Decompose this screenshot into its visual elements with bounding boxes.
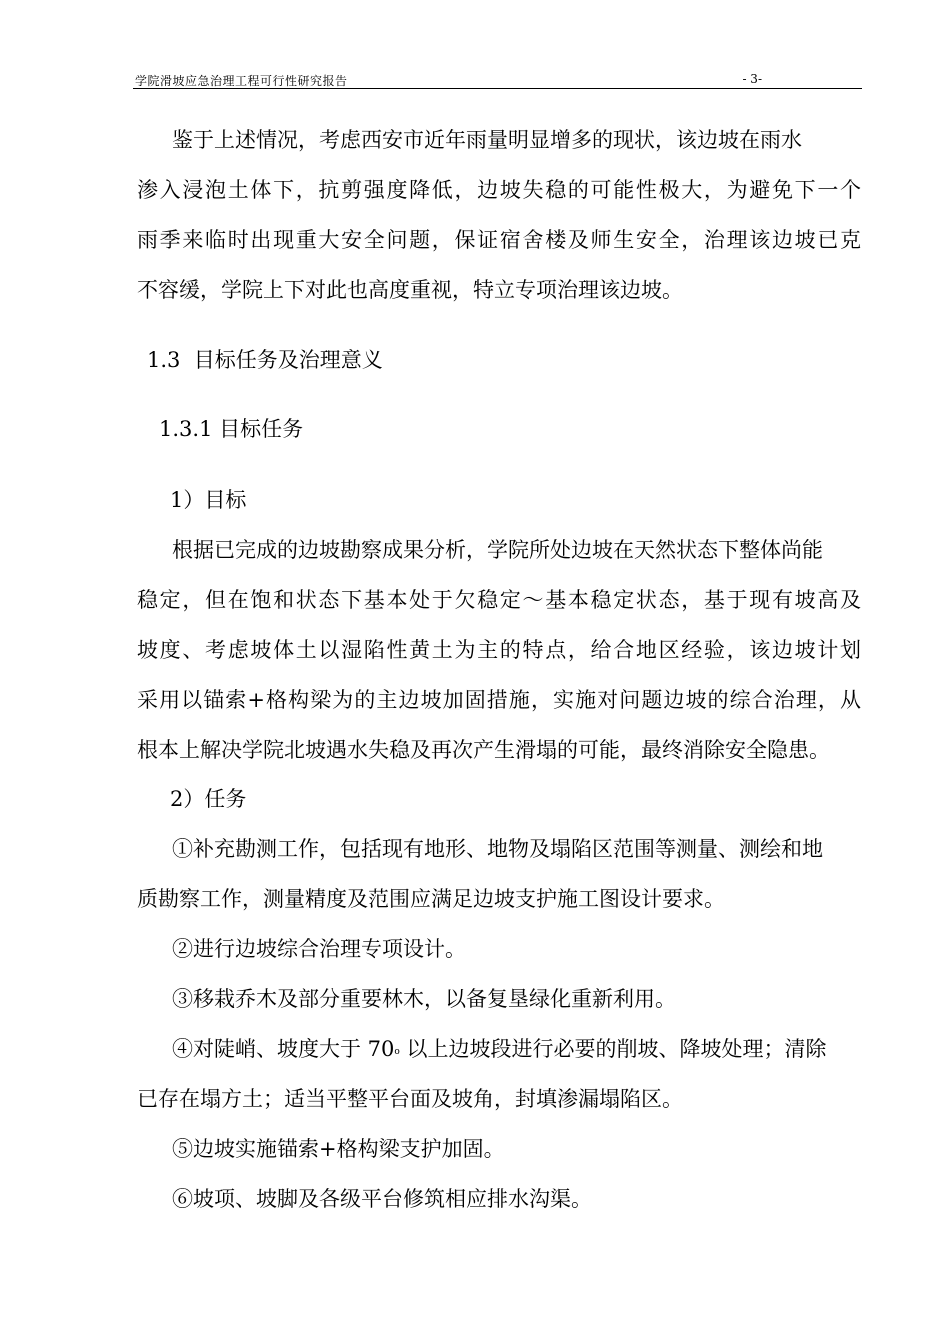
header-page-number: - 3- <box>742 72 762 86</box>
goal-heading: 1）目标 <box>170 488 247 512</box>
task-3: ③移栽乔木及部分重要林木，以备复垦绿化重新利用。 <box>172 987 676 1011</box>
task-6: ⑥坡项、坡脚及各级平台修筑相应排水沟渠。 <box>172 1187 592 1211</box>
task-2: ②进行边坡综合治理专项设计。 <box>172 937 466 961</box>
task-1-line-2: 质勘察工作，测量精度及范围应满足边坡支护施工图设计要求。 <box>137 887 725 911</box>
section-heading-1-3-1: 1.3.1 目标任务 <box>159 417 304 441</box>
task-1-line-1: ①补充勘测工作，包括现有地形、地物及塌陷区范围等测量、测绘和地 <box>172 837 823 861</box>
para1-line-1: 鉴于上述情况，考虑西安市近年雨量明显增多的现状，该边坡在雨水 <box>172 128 802 152</box>
page-header <box>133 70 862 89</box>
task-heading: 2）任务 <box>170 787 247 811</box>
task-4-line-2: 已存在塌方土；适当平整平台面及坡角，封填渗漏塌陷区。 <box>137 1087 683 1111</box>
goal-line-2: 稳定，但在饱和状态下基本处于欠稳定～基本稳定状态，基于现有坡高及 <box>137 588 861 612</box>
task-4-line-1 <box>172 1033 827 1063</box>
degree-mark: o <box>394 1047 400 1057</box>
para1-line-4: 不容缓，学院上下对此也高度重视，特立专项治理该边坡。 <box>137 278 683 302</box>
task-4-text-a: ④对陡峭、坡度大于 70 <box>172 1037 395 1061</box>
goal-line-3: 坡度、考虑坡体土以湿陷性黄土为主的特点，给合地区经验，该边坡计划 <box>137 638 861 662</box>
header-title: 学院滑坡应急治理工程可行性研究报告 <box>135 74 348 88</box>
goal-line-4: 采用以锚索+格构梁为的主边坡加固措施，实施对问题边坡的综合治理，从 <box>137 688 861 712</box>
goal-line-1: 根据已完成的边坡勘察成果分析，学院所处边坡在天然状态下整体尚能 <box>172 538 823 562</box>
para1-line-2: 渗入浸泡土体下，抗剪强度降低，边坡失稳的可能性极大，为避免下一个 <box>137 178 861 202</box>
para1-line-3: 雨季来临时出现重大安全问题，保证宿舍楼及师生安全，治理该边坡已克 <box>137 228 861 252</box>
task-4-text-b: 以上边坡段进行必要的削坡、降坡处理；清除 <box>399 1037 827 1061</box>
section-heading-1-3: 1.3 目标任务及治理意义 <box>147 348 383 372</box>
goal-line-5: 根本上解决学院北坡遇水失稳及再次产生滑塌的可能，最终消除安全隐患。 <box>137 738 830 762</box>
task-5: ⑤边坡实施锚索+格构梁支护加固。 <box>172 1137 505 1161</box>
